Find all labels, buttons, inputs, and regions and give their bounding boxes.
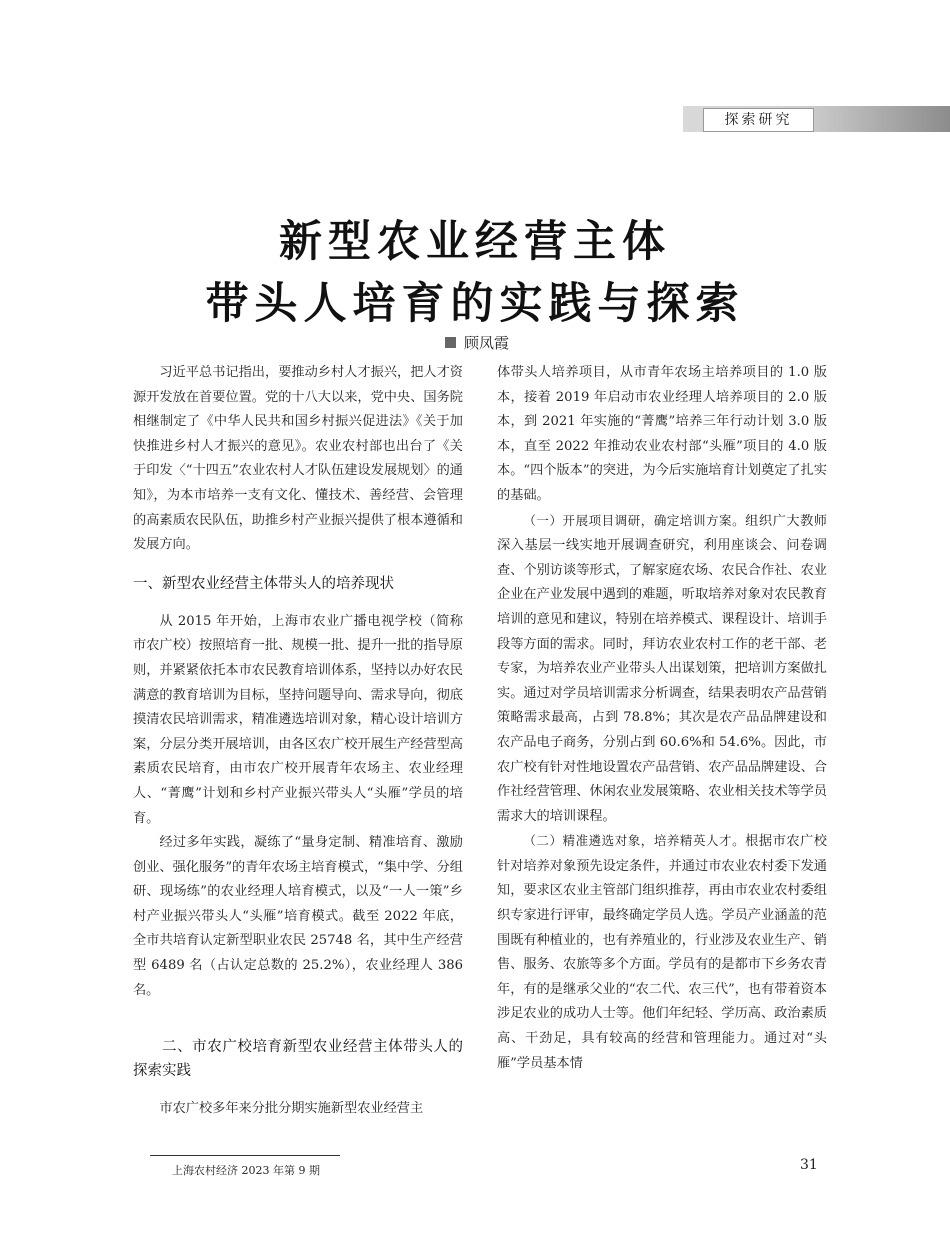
left-column [133, 361, 463, 1122]
paragraph [497, 509, 827, 830]
subsection-body-2: 根据市农广校针对培养对象预先设定条件，并通过市农业农村委下发通知，要求区农业主管部门组织推荐，再由市农业农村委组织专家进行评审，最终确定学员人选。学员产业涵盖的范围既有种植业的，也有养殖业的，行业涉及农业生产、销售、服务、农旅等多个方面。学员有的是都市下乡务农青年，有的是继承父业的“农二代、农三代”，也有带着资本涉足农业的成功人士等。他们年纪轻、学历高、政治素质高、干劲足，具有较高的经营和管理能力。通过对“头雁”学员基本情 [497, 834, 827, 1071]
square-bullet-icon [445, 337, 456, 348]
page-number: 31 [800, 1157, 818, 1173]
subsection-body-1: 组织广大教师深入基层一线实地开展调查研究，利用座谈会、问卷调查、个别访谈等形式，了解家庭农场、农民合作社、农业企业在产业发展中遇到的难题，听取培养对象对农民教育培训的意见和建议，特别在培养模式、课程设计、培训手段等方面的需求。同时，拜访农业农村工作的老干部、老专家，为培养农业产业带头人出谋划策，把培训方案做扎实。通过对学员培训需求分析调查，结果表明农产品营销策略需求最高，占到 78.8%；其次是农产品品牌建设和农产品电子商务，分别占到 60.6%和 54.6%。因此，市农广校有针对性地设置农产品营销、农产品品牌建设、合作社经营管理、休闲农业发展策略、农业相关技术等学员需求大的培训课程。 [497, 513, 827, 824]
paragraph: 习近平总书记指出，要推动乡村人才振兴，把人才资源开发放在首要位置。党的十八大以来，党中央、国务院相继制定了《中华人民共和国乡村振兴促进法》《关于加快推进乡村人才振兴的意见》。农业农村部也出台了《关于印发〈“十四五”农业农村人才队伍建设发展规划〉的通知》，为本市培养一支有文化、懂技术、善经营、会管理的高素质农民队伍，助推乡村产业振兴提供了根本遵循和发展方向。 [133, 365, 463, 553]
right-column [497, 361, 827, 1076]
article-title-line-1: 新型农业经营主体 [279, 217, 671, 267]
section-label: 探索研究 [703, 108, 814, 132]
paragraph [497, 829, 827, 1076]
paragraph: 经过多年实践，凝练了“量身定制、精准培育、激励创业、强化服务”的青年农场主培育模式，“集中学、分组研、现场练”的农业经理人培育模式，以及“一人一策”乡村产业振兴带头人“头雁”培育模式。截至 2022 年底，全市共培育认定新型职业农民 25748 名，其中生产经营型 6489 名（占认定总数的 25.2%），农业经理人 386 名。 [133, 835, 463, 998]
paragraph: 体带头人培养项目，从市青年农场主培养项目的 1.0 版本，接着 2019 年启动市农业经理人培养项目的 2.0 版本，到 2021 年实施的“菁鹰”培养三年行动计划 3.0 版本，直至 2022 年推动农业农村部“头雁”项目的 4.0 版本。“四个版本”的突进，为今后实施培育计划奠定了扎实的基础。 [497, 365, 827, 503]
section-heading-1: 一、新型农业经营主体带头人的培养现状 [133, 575, 394, 592]
section-heading-2: 二、市农广校培育新型农业经营主体带头人的探索实践 [133, 1039, 463, 1080]
footer-divider [150, 1155, 340, 1156]
subsection-title-2: （二）精准遴选对象，培养精英人才。 [523, 833, 746, 849]
paragraph: 市农广校多年来分批分期实施新型农业经营主 [159, 1101, 424, 1117]
subsection-title-1: （一）开展项目调研，确定培训方案。 [523, 512, 746, 528]
author-name: 顾凤霞 [464, 334, 510, 352]
author-line [445, 332, 509, 353]
journal-issue: 上海农村经济 2023 年第 9 期 [172, 1164, 320, 1177]
article-title-line-2: 带头人培育的实践与探索 [205, 279, 745, 329]
paragraph: 从 2015 年开始，上海市农业广播电视学校（简称市农广校）按照培育一批、规模一批、提升一批的指导原则，并紧紧依托本市农民教育培训体系，坚持以办好农民满意的教育培训为目标，坚持问题导向、需求导向，彻底摸清农民培训需求，精准遴选培训对象，精心设计培训方案，分层分类开展培训，由各区农广校开展生产经营型高素质农民培育，由市农广校开展青年农场主、农业经理人、“菁鹰”计划和乡村产业振兴带头人“头雁”学员的培育。 [133, 613, 463, 826]
